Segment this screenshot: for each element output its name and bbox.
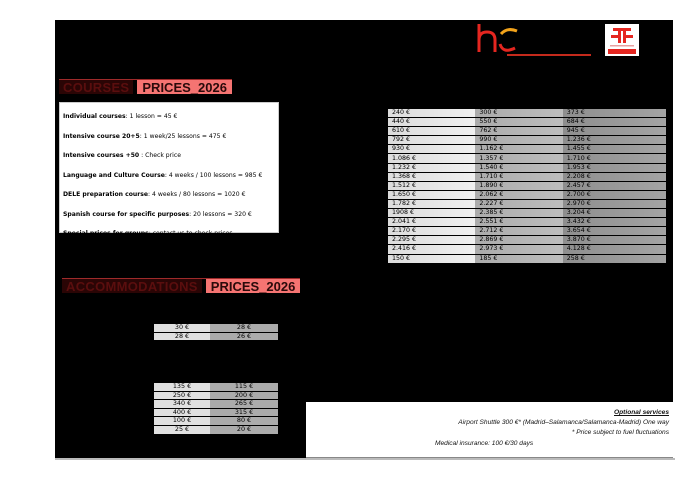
accommodations-header xyxy=(62,278,300,293)
table-row: 930 € 1.162 € 1.455 € xyxy=(388,145,666,153)
table-row: 135 € 115 € xyxy=(154,383,278,391)
fuel-note-text: * Price subject to fuel fluctuations xyxy=(571,429,669,436)
course-item: Spanish course for specific purposes: 20 lessons = 320 € xyxy=(63,210,252,218)
instituto-cervantes-logo xyxy=(605,24,639,56)
table-row: 610 € 762 € 945 € xyxy=(388,127,666,135)
table-row: 1.512 € 1.890 € 2.457 € xyxy=(388,182,666,190)
table-row: 250 € 200 € xyxy=(154,392,278,400)
optional-services-title: Optional services xyxy=(614,409,669,416)
table-row: 30 € 28 € xyxy=(154,324,278,332)
course-item: Language and Culture Course: 4 weeks / 100 lessons = 985 € xyxy=(63,171,263,179)
accommodation-table-daily xyxy=(154,323,278,341)
course-item: Intensive course 20+5: 1 week/25 lessons = 475 € xyxy=(63,132,227,140)
table-row: 1.232 € 1.540 € 1.953 € xyxy=(388,164,666,172)
course-price-table xyxy=(388,108,666,264)
table-row: 792 € 990 € 1.236 € xyxy=(388,136,666,144)
table-row: 1908 € 2.385 € 3.204 € xyxy=(388,209,666,217)
table-row: 2.295 € 2.869 € 3.870 € xyxy=(388,236,666,244)
table-row: 25 € 20 € xyxy=(154,426,278,434)
courses-label: COURSES xyxy=(59,80,133,94)
hc-logo-icon xyxy=(475,22,595,58)
optional-services-box xyxy=(306,402,673,458)
table-row: 400 € 315 € xyxy=(154,409,278,417)
courses-header xyxy=(59,79,232,94)
table-row: 150 € 185 € 258 € xyxy=(388,255,666,263)
accommodation-table-periods xyxy=(154,382,278,435)
accommodations-label: ACCOMMODATIONS xyxy=(62,279,202,293)
courses-list xyxy=(59,102,279,237)
table-row: 100 € 80 € xyxy=(154,417,278,425)
table-row: 28 € 26 € xyxy=(154,333,278,341)
course-item: Intensive courses +50 : Check price xyxy=(63,152,181,159)
table-row: 1.368 € 1.710 € 2.208 € xyxy=(388,173,666,181)
airport-shuttle-text: Airport Shuttle 300 €* (Madrid–Salamanca/Salamanca-Madrid) One way xyxy=(458,419,669,426)
hc-logo xyxy=(475,22,595,58)
table-row: 2.416 € 2.973 € 4.128 € xyxy=(388,245,666,253)
table-row: 240 € 300 € 373 € xyxy=(388,109,666,117)
table-row: 1.086 € 1.357 € 1.710 € xyxy=(388,154,666,162)
cervantes-icon xyxy=(605,24,639,56)
courses-prices-label: PRICES_2026 xyxy=(137,80,232,94)
accommodations-prices-label: PRICES_2026 xyxy=(206,279,301,293)
course-item: DELE preparation course: 4 weeks / 80 lessons = 1020 € xyxy=(63,191,246,198)
table-row: 2.170 € 2.712 € 3.654 € xyxy=(388,227,666,235)
table-row: 1.650 € 2.062 € 2.700 € xyxy=(388,191,666,199)
course-item: Individual courses: 1 lesson = 45 € xyxy=(63,113,178,120)
medical-insurance-text: Medical insurance: 100 €/30 days xyxy=(435,440,534,447)
course-item: Special prices for groups: contact us to check prices. xyxy=(63,230,235,237)
table-row: 440 € 550 € 684 € xyxy=(388,118,666,126)
table-row: 1.782 € 2.227 € 2.970 € xyxy=(388,200,666,208)
table-row: 2.041 € 2.551 € 3.432 € xyxy=(388,218,666,226)
page-shadow xyxy=(55,458,675,460)
table-row: 340 € 265 € xyxy=(154,400,278,408)
